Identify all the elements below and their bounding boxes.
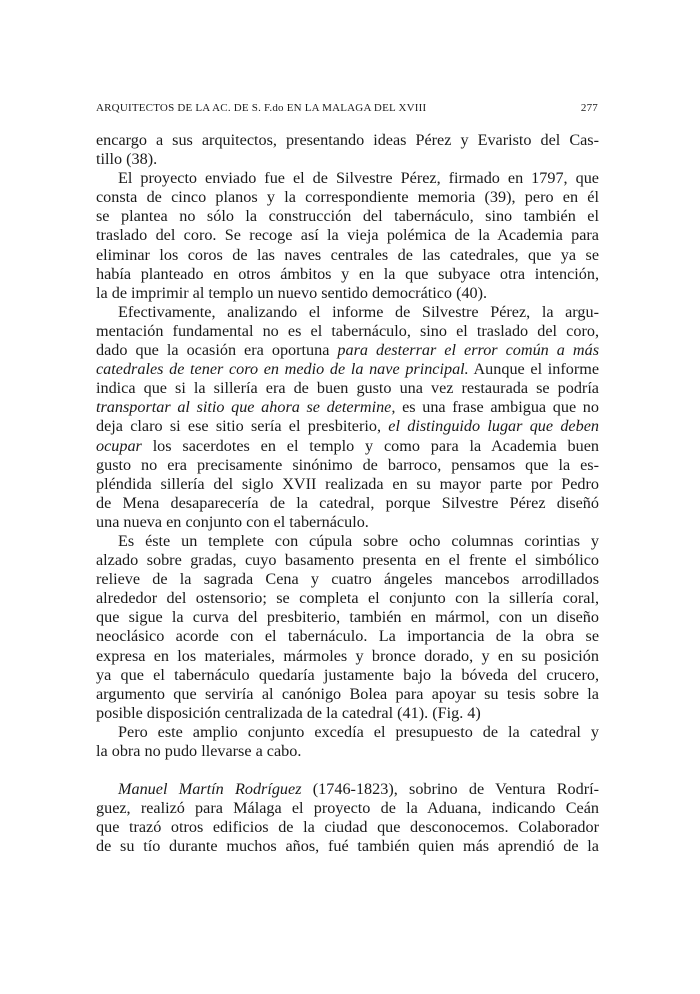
text-line [96,131,599,150]
text-line [96,780,599,799]
text-line [96,417,599,436]
text-segment: guez, realizó para Málaga el proyecto de la Aduana, indicando Ceán [96,799,599,818]
text-segment: alzado sobre gradas, cuyo basamento presenta en el frente el simbólico [96,551,599,570]
text-segment: Pero este amplio conjunto excedía el presupuesto de la catedral y [118,722,599,741]
text-segment: neoclásico acorde con el tabernáculo. La importancia de la obra se [96,627,599,646]
text-segment: argumento que serviría al canónigo Bolea para apoyar su tesis sobre la [96,684,599,703]
running-title: ARQUITECTOS DE LA AC. DE S. F.do EN LA MALAGA DEL XVIII [96,102,427,114]
text-line [96,437,599,456]
italic-text: ocupar [96,436,142,455]
text-line [96,742,599,761]
text-segment: El proyecto enviado fue el de Silvestre Pérez, firmado en 1797, que [118,169,599,188]
text-segment: la de imprimir al templo un nuevo sentido democrático (40). [96,283,488,302]
text-segment: Es éste un templete con cúpula sobre ocho columnas corintias y [118,531,599,550]
text-segment: deja claro si ese sitio sería el presbiterio, [96,417,389,436]
text-segment: se plantea no sólo la construcción del tabernáculo, sino también el [96,207,599,226]
text-segment: ya que el tabernáculo quedaría justamente bajo la bóveda del crucero, [96,665,599,684]
text-line [96,704,599,723]
text-line [96,685,599,704]
text-segment: expresa en los materiales, mármoles y bronce dorado, y en su posición [96,646,599,665]
text-line [96,284,599,303]
text-line [96,456,599,475]
text-line [96,226,599,245]
text-line [96,398,599,417]
text-segment: gusto no era precisamente sinónimo de barroco, pensamos que la es- [96,455,599,474]
text-segment: que trazó otros edificios de la ciudad que desconocemos. Colaborador [96,818,599,837]
body-text [96,131,599,857]
text-segment: relieve de la sagrada Cena y cuatro ángeles mancebos arrodillados [96,570,599,589]
text-segment: alrededor del ostensorio; se completa el conjunto con la sillería coral, [96,589,599,608]
text-line [96,608,599,627]
text-line [96,150,599,169]
text-line [96,322,599,341]
italic-text: el distinguido lugar que deben [388,417,599,436]
text-line [96,532,599,551]
text-line [96,513,599,532]
text-segment: la obra no pudo llevarse a cabo. [96,742,302,760]
text-line [96,666,599,685]
text-segment: dado que la ocasión era oportuna [96,341,338,360]
text-line [96,818,599,837]
text-segment: eliminar los coros de las naves centrales de las catedrales, que ya se [96,245,599,264]
text-line [96,303,599,322]
text-line [96,494,599,513]
text-segment: tillo (38). [96,150,158,169]
text-line [96,551,599,570]
text-segment: indica que si la sillería era de buen gusto una vez restaurada se podría [96,379,599,398]
text-segment: de su tío durante muchos años, fué también quien más aprendió de la [96,837,599,856]
page-number: 277 [580,102,598,114]
text-segment: una nueva en conjunto con el tabernáculo. [96,512,369,531]
italic-text: transportar al sitio que ahora se determine, [96,398,396,417]
text-line [96,360,599,379]
text-line [96,589,599,608]
text-line [96,647,599,666]
text-line [96,723,599,742]
text-line [96,570,599,589]
italic-text: para desterrar el error común a más [337,341,599,360]
text-segment: Aunque el informe [468,360,600,379]
text-line [96,837,599,856]
text-line [96,188,599,207]
text-segment: de Mena desaparecería de la catedral, porque Silvestre Pérez diseñó [96,493,599,512]
text-segment: traslado del coro. Se recoge así la vieja polémica de la Academia para [96,226,599,245]
text-line [96,207,599,226]
text-segment: (1746-1823), sobrino de Ventura Rodrí- [301,780,599,799]
text-segment: los sacerdotes en el templo y como para la Academia buen [141,436,599,455]
text-segment: pléndida sillería del siglo XVII realizada en su mayor parte por Pedro [96,474,599,493]
text-line [96,627,599,646]
running-header [96,102,598,118]
italic-text: Manuel Martín Rodríguez [118,780,302,799]
text-line [96,169,599,188]
text-line [96,379,599,398]
text-segment: es una frase ambigua que no [395,398,599,417]
italic-text: catedrales de tener coro en medio de la nave principal. [96,360,469,379]
text-line [96,341,599,360]
text-segment: encargo a sus arquitectos, presentando ideas Pérez y Evaristo del Cas- [96,131,599,149]
text-segment: que sigue la curva del presbiterio, también en mármol, con un diseño [96,608,599,627]
paragraph-gap [96,761,599,780]
text-line [96,475,599,494]
text-line [96,265,599,284]
text-segment: había planteado en otros ámbitos y en la que subyace otra intención, [96,264,599,283]
text-line [96,246,599,265]
text-line [96,799,599,818]
text-segment: Efectivamente, analizando el informe de Silvestre Pérez, la argu- [118,302,599,321]
text-segment: consta de cinco planos y la correspondiente memoria (39), pero en él [96,188,599,207]
text-segment: posible disposición centralizada de la catedral (41). (Fig. 4) [96,703,481,722]
text-segment: mentación fundamental no es el tabernáculo, sino el traslado del coro, [96,321,599,340]
